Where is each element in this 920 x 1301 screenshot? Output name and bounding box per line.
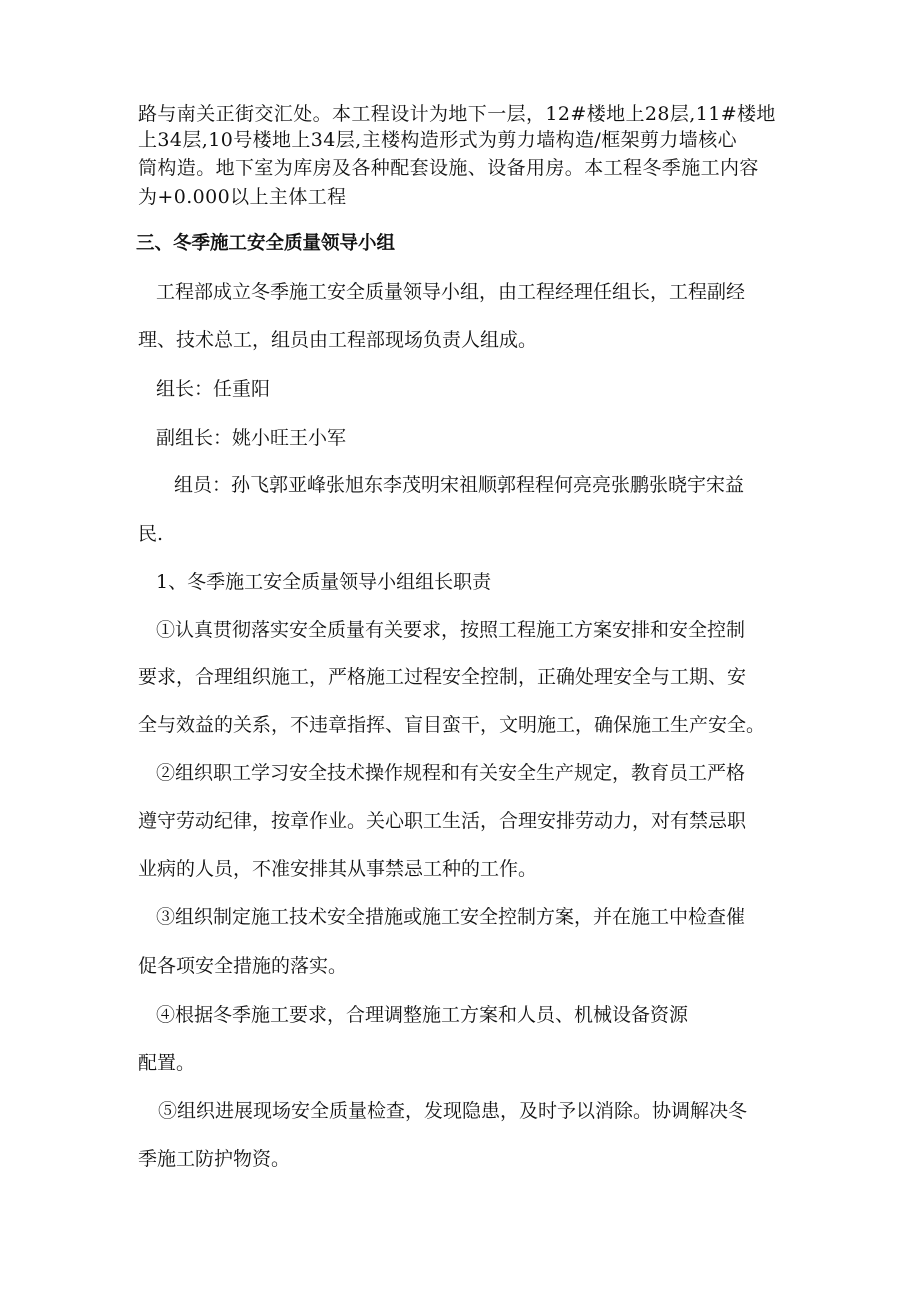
deputy-line: 副组长：姚小旺王小军	[156, 427, 347, 449]
org-paragraph-line: 理、技术总工，组员由工程部现场负责人组成。	[138, 329, 538, 351]
duty-2-line: ②组织职工学习安全技术操作规程和有关安全生产规定，教育员工严格	[156, 762, 746, 784]
intro-line: 路与南关正街交汇处。本工程设计为地下一层，12#楼地上28层,11#楼地	[138, 103, 776, 125]
intro-line: 上34层,10号楼地上34层,主楼构造形式为剪力墙构造/框架剪力墙核心	[138, 129, 738, 151]
duty-4-line: ④根据冬季施工要求，合理调整施工方案和人员、机械设备资源	[156, 1004, 689, 1026]
org-paragraph-line: 工程部成立冬季施工安全质量领导小组，由工程经理任组长，工程副经	[156, 281, 746, 303]
duty-2-line: 业病的人员，不准安排其从事禁忌工种的工作。	[138, 858, 538, 880]
section-heading: 三、冬季施工安全质量领导小组	[136, 233, 396, 254]
duty-3-line: 促各项安全措施的落实。	[138, 955, 348, 977]
duty-1-line: 要求，合理组织施工，严格施工过程安全控制，正确处理安全与工期、安	[138, 666, 747, 688]
duty-1-line: ①认真贯彻落实安全质量有关要求，按照工程施工方案安排和安全控制	[156, 619, 746, 641]
duty-5-line: ⑤组织进展现场安全质量检查，发现隐患，及时予以消除。协调解决冬	[158, 1100, 748, 1122]
leader-line: 组长：任重阳	[156, 378, 271, 400]
intro-line: 筒构造。地下室为库房及各种配套设施、设备用房。本工程冬季施工内容	[138, 157, 759, 179]
members-line: 民.	[138, 523, 164, 545]
duty-1-line: 全与效益的关系，不违章指挥、盲目蛮干，文明施工，确保施工生产安全。	[138, 714, 766, 736]
duty-4-line: 配置。	[138, 1052, 196, 1074]
duties-heading: 1、冬季施工安全质量领导小组组长职责	[156, 571, 492, 593]
members-line: 组员：孙飞郭亚峰张旭东李茂明宋祖顺郭程程何亮亮张鹏张晓宇宋益	[174, 474, 745, 496]
duty-5-line: 季施工防护物资。	[138, 1148, 291, 1170]
duty-2-line: 遵守劳动纪律，按章作业。关心职工生活，合理安排劳动力，对有禁忌职	[138, 810, 747, 832]
intro-line: 为+0.000以上主体工程	[138, 186, 347, 208]
duty-3-line: ③组织制定施工技术安全措施或施工安全控制方案，并在施工中检查催	[156, 906, 746, 928]
